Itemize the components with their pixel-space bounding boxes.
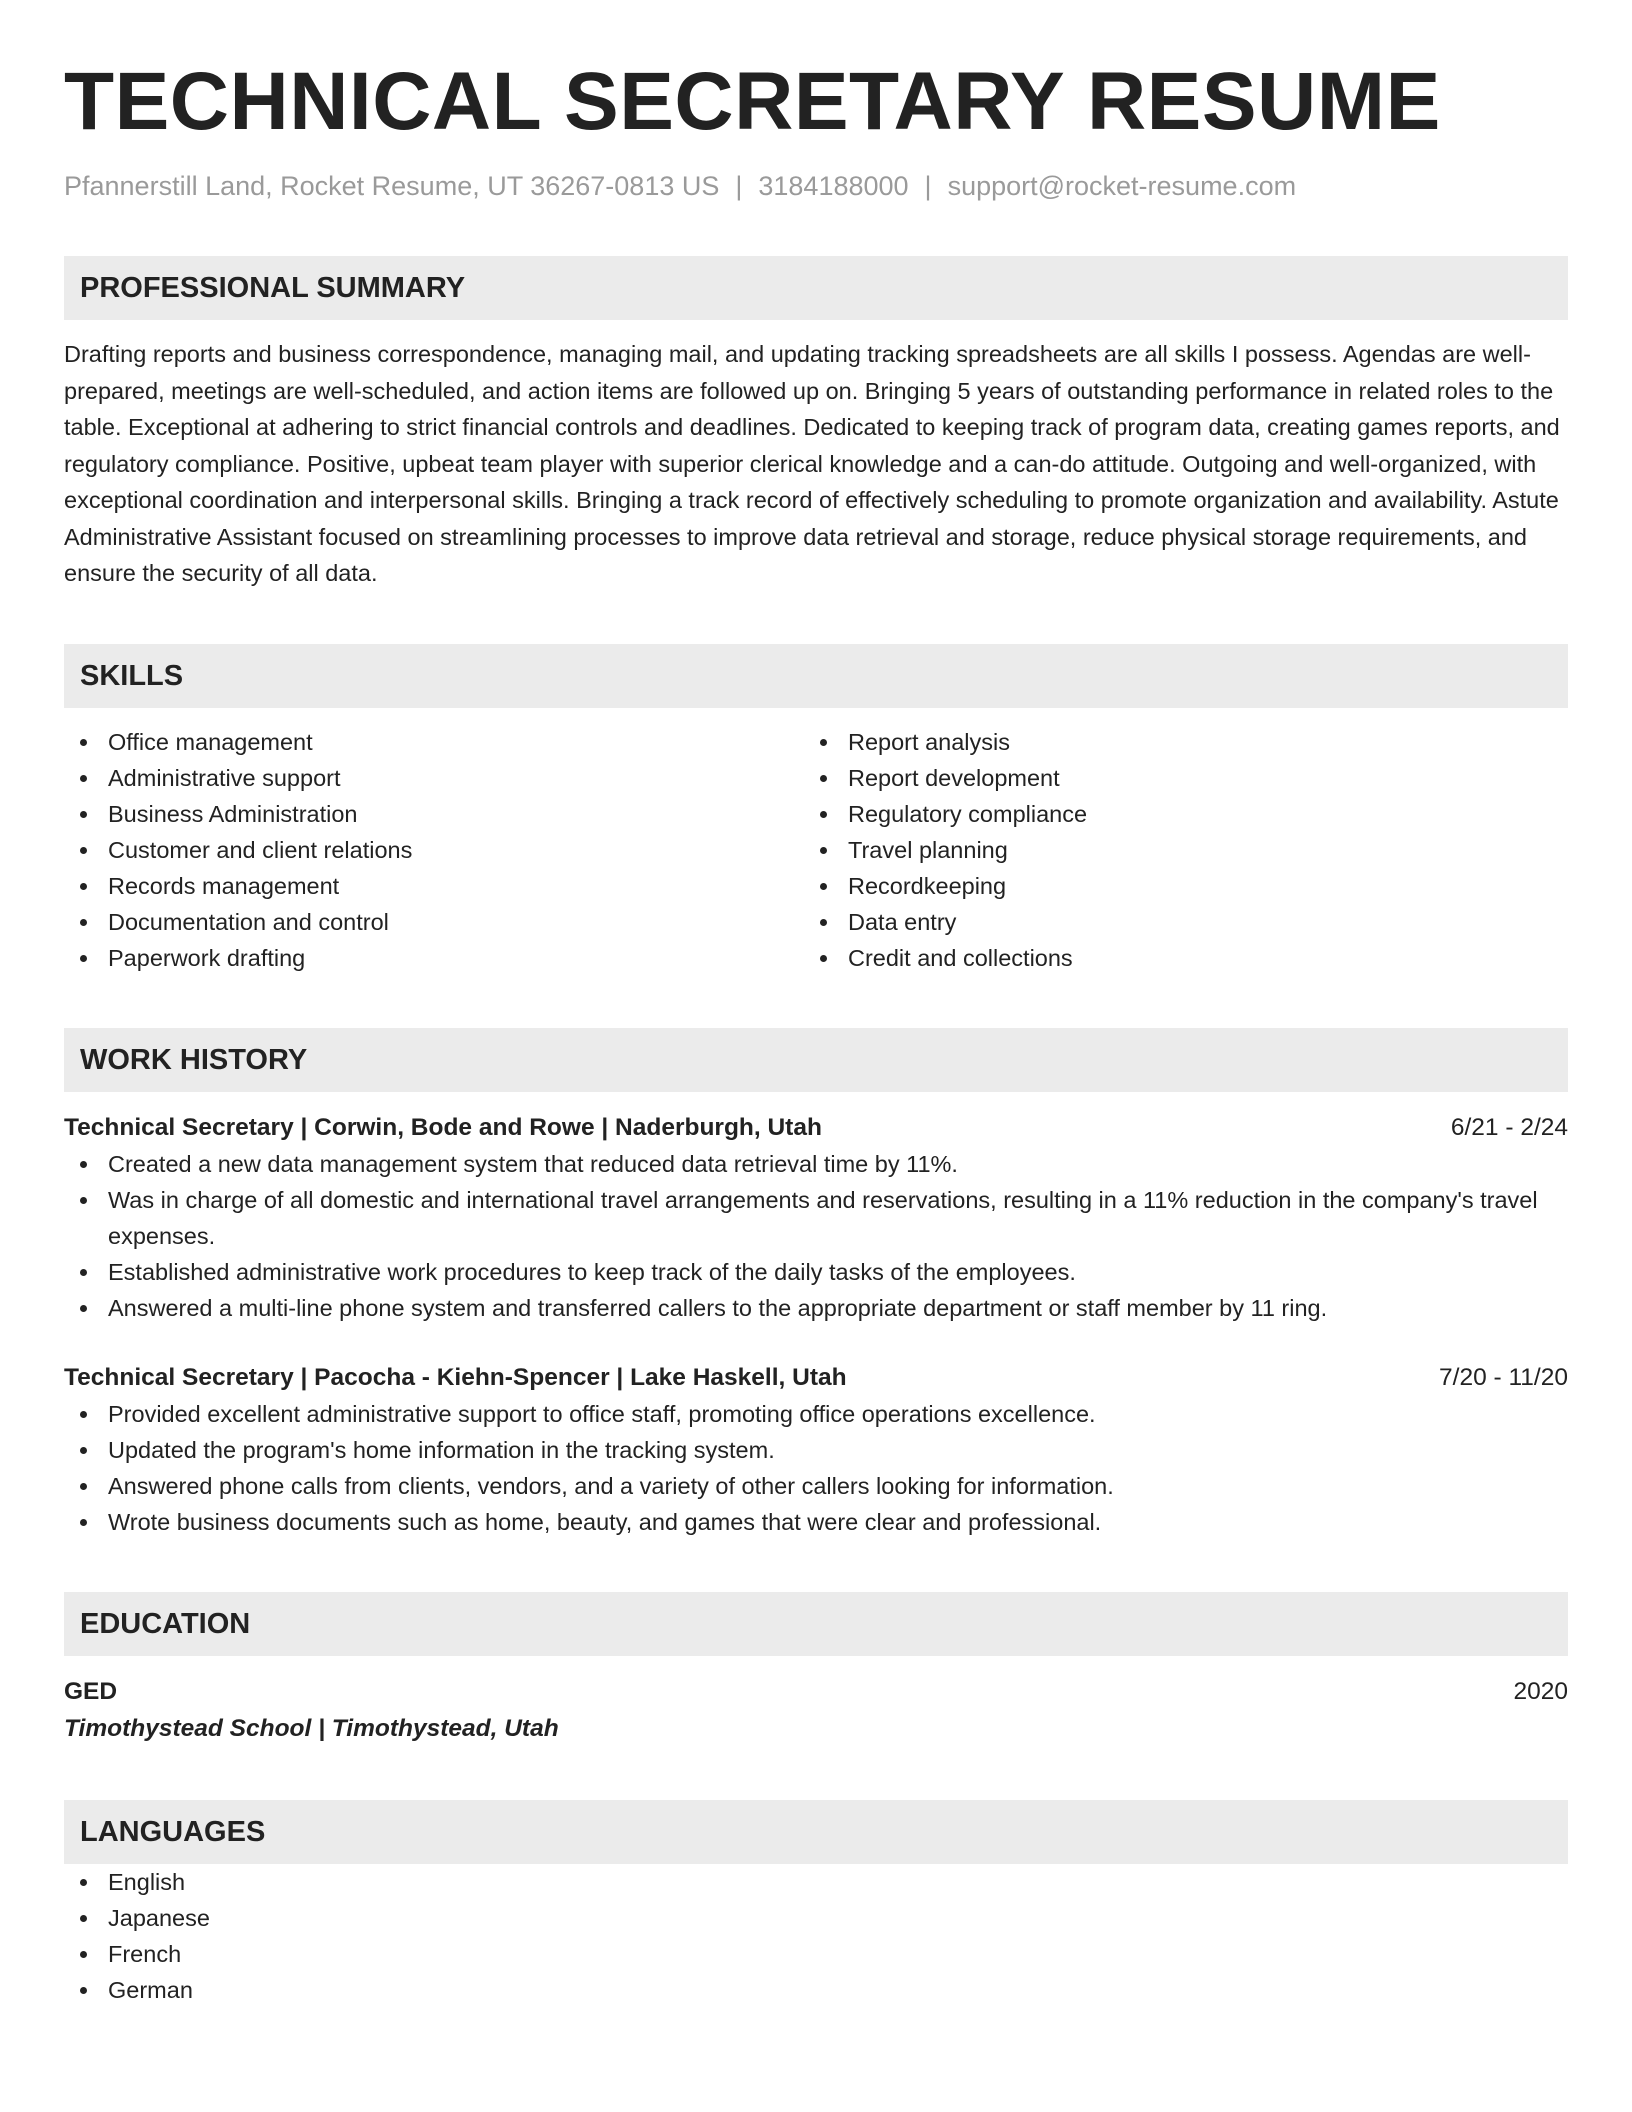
job-entry	[64, 1360, 1568, 1540]
skill-item: Records management	[64, 868, 804, 904]
job-bullet: Answered a multi-line phone system and transferred callers to the appropriate department or staff member by 11 ring.	[64, 1290, 1568, 1326]
language-item: French	[64, 1936, 1568, 1972]
education-school: Timothystead School | Timothystead, Utah	[64, 1714, 559, 1742]
skill-item: Paperwork drafting	[64, 940, 804, 976]
job-bullet: Established administrative work procedures to keep track of the daily tasks of the employees.	[64, 1254, 1568, 1290]
skill-item: Business Administration	[64, 796, 804, 832]
skills-list	[64, 724, 1568, 976]
education-year: 2020	[1513, 1677, 1568, 1705]
resume-title: TECHNICAL SECRETARY RESUME	[64, 56, 1441, 147]
languages-list	[64, 1864, 1568, 2008]
job-header	[64, 1110, 1568, 1146]
section-heading-education: EDUCATION	[64, 1592, 1568, 1656]
skill-item: Regulatory compliance	[804, 796, 1544, 832]
job-title: Technical Secretary | Pacocha - Kiehn-Spencer | Lake Haskell, Utah	[64, 1363, 847, 1391]
section-heading-skills: SKILLS	[64, 644, 1568, 708]
skill-item: Office management	[64, 724, 804, 760]
skill-item: Credit and collections	[804, 940, 1544, 976]
job-bullet: Provided excellent administrative support to office staff, promoting office operations excellence.	[64, 1396, 1568, 1432]
job-bullet: Answered phone calls from clients, vendors, and a variety of other callers looking for information.	[64, 1468, 1568, 1504]
job-bullets	[64, 1396, 1568, 1540]
contact-separator: |	[924, 171, 932, 201]
section-heading-summary: PROFESSIONAL SUMMARY	[64, 256, 1568, 320]
education-degree: GED	[64, 1677, 118, 1705]
contact-separator: |	[735, 171, 743, 201]
skill-item: Report analysis	[804, 724, 1544, 760]
job-entry	[64, 1110, 1568, 1326]
job-dates: 7/20 - 11/20	[1439, 1363, 1568, 1391]
skill-item: Documentation and control	[64, 904, 804, 940]
contact-address: Pfannerstill Land, Rocket Resume, UT 36267-0813 US	[64, 171, 720, 201]
job-bullets	[64, 1146, 1568, 1326]
language-item: Japanese	[64, 1900, 1568, 1936]
skill-item: Data entry	[804, 904, 1544, 940]
job-title: Technical Secretary | Corwin, Bode and Rowe | Naderburgh, Utah	[64, 1113, 822, 1141]
skill-item: Report development	[804, 760, 1544, 796]
job-bullet: Created a new data management system that reduced data retrieval time by 11%.	[64, 1146, 1568, 1182]
job-bullet: Updated the program's home information in the tracking system.	[64, 1432, 1568, 1468]
summary-text: Drafting reports and business correspondence, managing mail, and updating tracking spreadsheets are all skills I possess. Agendas are well-prepared, meetings are well-scheduled, and action items are followed up on. Bringing 5 years of outstanding performance in related roles to the table. Exceptional at adhering to strict financial controls and deadlines. Dedicated to keeping track of program data, creating games reports, and regulatory compliance. Positive, upbeat team player with superior clerical knowledge and a can-do attitude. Outgoing and well-organized, with exceptional coordination and interpersonal skills. Bringing a track record of effectively scheduling to promote organization and availability. Astute Administrative Assistant focused on streamlining processes to improve data retrieval and storage, reduce physical storage requirements, and ensure the security of all data.	[64, 341, 1560, 586]
contact-email: support@rocket-resume.com	[947, 171, 1297, 201]
contact-line	[64, 168, 1568, 204]
job-bullet: Was in charge of all domestic and international travel arrangements and reservations, resulting in a 11% reduction in the company's travel expenses.	[64, 1182, 1568, 1254]
job-header	[64, 1360, 1568, 1396]
job-bullet: Wrote business documents such as home, beauty, and games that were clear and professional.	[64, 1504, 1568, 1540]
contact-phone: 3184188000	[758, 171, 909, 201]
language-item: English	[64, 1864, 1568, 1900]
section-heading-work-history: WORK HISTORY	[64, 1028, 1568, 1092]
skill-item: Administrative support	[64, 760, 804, 796]
section-heading-languages: LANGUAGES	[64, 1800, 1568, 1864]
skill-item: Recordkeeping	[804, 868, 1544, 904]
skill-item: Customer and client relations	[64, 832, 804, 868]
skills-column-left	[64, 724, 804, 976]
skill-item: Travel planning	[804, 832, 1544, 868]
skills-column-right	[804, 724, 1544, 976]
job-dates: 6/21 - 2/24	[1450, 1113, 1568, 1141]
education-entry	[64, 1674, 1568, 1710]
language-item: German	[64, 1972, 1568, 2008]
